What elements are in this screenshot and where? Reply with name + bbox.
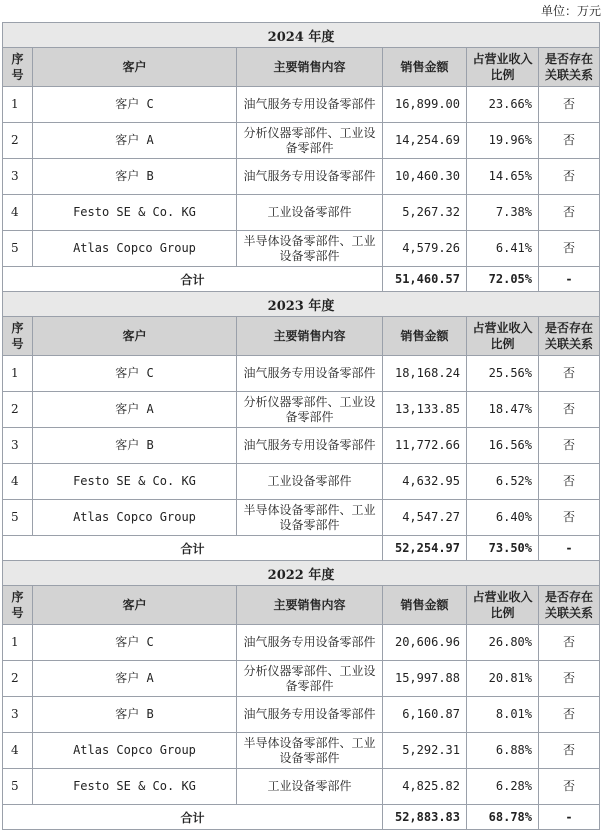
related-party-flag: 否: [539, 769, 600, 805]
sales-amount: 10,460.30: [383, 159, 467, 195]
total-label: 合计: [3, 536, 383, 561]
table-row: [3, 356, 600, 392]
total-row: [3, 805, 600, 830]
revenue-ratio: 6.88%: [467, 733, 539, 769]
total-label: 合计: [3, 267, 383, 292]
revenue-ratio: 16.56%: [467, 428, 539, 464]
col-related-header: 是否存在关联关系: [539, 586, 600, 625]
row-index: 3: [3, 428, 33, 464]
row-index: 4: [3, 195, 33, 231]
sales-content: 油气服务专用设备零部件: [237, 87, 383, 123]
year-title: 2024 年度: [3, 23, 600, 48]
col-customer-header: 客户: [33, 586, 237, 625]
col-amount-header: 销售金额: [383, 317, 467, 356]
related-party-flag: 否: [539, 500, 600, 536]
sales-content: 半导体设备零部件、工业设备零部件: [237, 733, 383, 769]
customer-name: 客户 B: [33, 697, 237, 733]
sales-amount: 4,825.82: [383, 769, 467, 805]
sales-content: 油气服务专用设备零部件: [237, 625, 383, 661]
related-party-flag: 否: [539, 159, 600, 195]
total-amount: 52,254.97: [383, 536, 467, 561]
revenue-ratio: 25.56%: [467, 356, 539, 392]
col-content-header: 主要销售内容: [237, 317, 383, 356]
customer-name: Atlas Copco Group: [33, 500, 237, 536]
total-related: -: [539, 805, 600, 830]
related-party-flag: 否: [539, 625, 600, 661]
sales-content: 油气服务专用设备零部件: [237, 356, 383, 392]
column-header-row: [3, 317, 600, 356]
sales-content: 半导体设备零部件、工业设备零部件: [237, 231, 383, 267]
table-row: [3, 697, 600, 733]
revenue-ratio: 6.28%: [467, 769, 539, 805]
sales-amount: 5,292.31: [383, 733, 467, 769]
table-row: [3, 428, 600, 464]
related-party-flag: 否: [539, 733, 600, 769]
table-row: [3, 464, 600, 500]
row-index: 3: [3, 697, 33, 733]
total-amount: 52,883.83: [383, 805, 467, 830]
table-row: [3, 500, 600, 536]
col-ratio-header: 占营业收入比例: [467, 317, 539, 356]
total-ratio: 68.78%: [467, 805, 539, 830]
customer-name: 客户 B: [33, 428, 237, 464]
sales-amount: 4,632.95: [383, 464, 467, 500]
revenue-ratio: 20.81%: [467, 661, 539, 697]
col-amount-header: 销售金额: [383, 48, 467, 87]
sales-content: 分析仪器零部件、工业设备零部件: [237, 392, 383, 428]
sales-content: 工业设备零部件: [237, 464, 383, 500]
total-label: 合计: [3, 805, 383, 830]
customer-name: 客户 C: [33, 625, 237, 661]
revenue-ratio: 6.41%: [467, 231, 539, 267]
revenue-ratio: 14.65%: [467, 159, 539, 195]
revenue-ratio: 6.40%: [467, 500, 539, 536]
sales-content: 半导体设备零部件、工业设备零部件: [237, 500, 383, 536]
sales-amount: 11,772.66: [383, 428, 467, 464]
total-row: [3, 267, 600, 292]
related-party-flag: 否: [539, 697, 600, 733]
sales-content: 工业设备零部件: [237, 769, 383, 805]
column-header-row: [3, 48, 600, 87]
customer-name: 客户 B: [33, 159, 237, 195]
table-row: [3, 231, 600, 267]
row-index: 5: [3, 500, 33, 536]
row-index: 2: [3, 392, 33, 428]
row-index: 1: [3, 625, 33, 661]
total-ratio: 73.50%: [467, 536, 539, 561]
col-index-header: 序号: [3, 586, 33, 625]
year-header-row: [3, 561, 600, 586]
sales-amount: 20,606.96: [383, 625, 467, 661]
revenue-ratio: 26.80%: [467, 625, 539, 661]
sales-content: 工业设备零部件: [237, 195, 383, 231]
col-content-header: 主要销售内容: [237, 48, 383, 87]
customer-name: 客户 C: [33, 356, 237, 392]
sales-amount: 15,997.88: [383, 661, 467, 697]
col-amount-header: 销售金额: [383, 586, 467, 625]
table-row: [3, 769, 600, 805]
sales-content: 分析仪器零部件、工业设备零部件: [237, 661, 383, 697]
col-customer-header: 客户: [33, 317, 237, 356]
table-row: [3, 159, 600, 195]
related-party-flag: 否: [539, 392, 600, 428]
related-party-flag: 否: [539, 195, 600, 231]
row-index: 2: [3, 123, 33, 159]
related-party-flag: 否: [539, 87, 600, 123]
customer-name: Festo SE & Co. KG: [33, 195, 237, 231]
sales-amount: 6,160.87: [383, 697, 467, 733]
related-party-flag: 否: [539, 464, 600, 500]
table-row: [3, 87, 600, 123]
total-related: -: [539, 267, 600, 292]
table-row: [3, 625, 600, 661]
col-related-header: 是否存在关联关系: [539, 317, 600, 356]
sales-amount: 13,133.85: [383, 392, 467, 428]
row-index: 3: [3, 159, 33, 195]
row-index: 4: [3, 464, 33, 500]
sales-amount: 4,579.26: [383, 231, 467, 267]
sales-amount: 5,267.32: [383, 195, 467, 231]
revenue-ratio: 19.96%: [467, 123, 539, 159]
total-ratio: 72.05%: [467, 267, 539, 292]
customer-name: Atlas Copco Group: [33, 231, 237, 267]
customer-name: Atlas Copco Group: [33, 733, 237, 769]
col-ratio-header: 占营业收入比例: [467, 48, 539, 87]
customer-name: Festo SE & Co. KG: [33, 464, 237, 500]
row-index: 5: [3, 769, 33, 805]
year-header-row: [3, 292, 600, 317]
row-index: 1: [3, 356, 33, 392]
row-index: 1: [3, 87, 33, 123]
table-row: [3, 392, 600, 428]
customer-name: 客户 A: [33, 123, 237, 159]
revenue-ratio: 7.38%: [467, 195, 539, 231]
related-party-flag: 否: [539, 123, 600, 159]
column-header-row: [3, 586, 600, 625]
total-amount: 51,460.57: [383, 267, 467, 292]
year-title: 2023 年度: [3, 292, 600, 317]
sales-amount: 16,899.00: [383, 87, 467, 123]
total-row: [3, 536, 600, 561]
top-customers-table: [2, 22, 600, 830]
sales-content: 油气服务专用设备零部件: [237, 428, 383, 464]
customer-name: 客户 A: [33, 661, 237, 697]
revenue-ratio: 8.01%: [467, 697, 539, 733]
table-row: [3, 661, 600, 697]
revenue-ratio: 23.66%: [467, 87, 539, 123]
table-row: [3, 123, 600, 159]
related-party-flag: 否: [539, 356, 600, 392]
col-customer-header: 客户: [33, 48, 237, 87]
customer-name: 客户 A: [33, 392, 237, 428]
customer-name: 客户 C: [33, 87, 237, 123]
revenue-ratio: 6.52%: [467, 464, 539, 500]
col-related-header: 是否存在关联关系: [539, 48, 600, 87]
col-content-header: 主要销售内容: [237, 586, 383, 625]
sales-amount: 14,254.69: [383, 123, 467, 159]
sales-amount: 18,168.24: [383, 356, 467, 392]
col-ratio-header: 占营业收入比例: [467, 586, 539, 625]
row-index: 5: [3, 231, 33, 267]
related-party-flag: 否: [539, 661, 600, 697]
col-index-header: 序号: [3, 48, 33, 87]
sales-content: 油气服务专用设备零部件: [237, 159, 383, 195]
revenue-ratio: 18.47%: [467, 392, 539, 428]
table-row: [3, 733, 600, 769]
col-index-header: 序号: [3, 317, 33, 356]
total-related: -: [539, 536, 600, 561]
related-party-flag: 否: [539, 231, 600, 267]
customer-name: Festo SE & Co. KG: [33, 769, 237, 805]
row-index: 4: [3, 733, 33, 769]
year-header-row: [3, 23, 600, 48]
sales-content: 油气服务专用设备零部件: [237, 697, 383, 733]
unit-label: 单位：万元: [540, 4, 601, 18]
year-title: 2022 年度: [3, 561, 600, 586]
sales-content: 分析仪器零部件、工业设备零部件: [237, 123, 383, 159]
table-row: [3, 195, 600, 231]
row-index: 2: [3, 661, 33, 697]
related-party-flag: 否: [539, 428, 600, 464]
sales-amount: 4,547.27: [383, 500, 467, 536]
